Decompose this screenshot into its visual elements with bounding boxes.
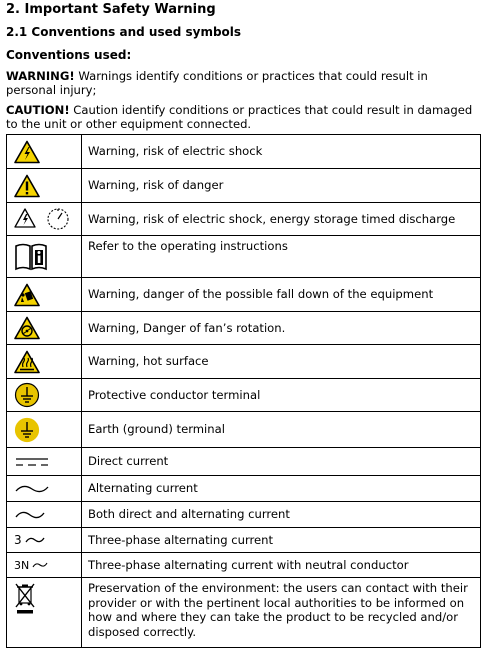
table-row	[7, 476, 481, 502]
timed-discharge-icon	[14, 206, 74, 232]
ac-dc-icon	[14, 508, 46, 522]
symbols-table	[6, 134, 481, 648]
manual-icon	[14, 242, 48, 272]
direct-current-icon	[14, 456, 50, 468]
symbol-description: Alternating current	[82, 476, 481, 502]
caution-text: Caution identify conditions or practices that could result in damaged to the unit or other equipment connected.	[6, 103, 473, 131]
symbol-description: Warning, risk of electric shock, energy storage timed discharge	[82, 203, 481, 236]
caution-note	[6, 103, 480, 131]
table-row	[7, 203, 481, 236]
conventions-heading: Conventions used:	[6, 48, 132, 62]
symbol-description: Preservation of the environment: the users can contact with their provider or with the pertinent local authorities to be informed on how and where they can take the product to be recycled and/or disposed correctly.	[82, 578, 481, 648]
three-phase-neutral-icon	[32, 560, 48, 570]
table-row	[7, 412, 481, 448]
symbol-description: Three-phase alternating current with neutral conductor	[82, 553, 481, 578]
table-row	[7, 502, 481, 528]
symbol-description: Earth (ground) terminal	[82, 412, 481, 448]
symbol-description: Warning, risk of danger	[82, 169, 481, 203]
warning-label: WARNING!	[6, 69, 75, 83]
hot-surface-icon	[14, 350, 40, 374]
table-row	[7, 169, 481, 203]
protective-conductor-icon	[14, 382, 40, 408]
alternating-current-icon	[14, 482, 50, 496]
warning-note	[6, 69, 480, 97]
three-phase-label: 3	[14, 533, 22, 547]
caution-label: CAUTION!	[6, 103, 70, 117]
earth-ground-icon	[14, 417, 40, 443]
symbol-description: Warning, risk of electric shock	[82, 135, 481, 169]
table-row	[7, 578, 481, 648]
table-row	[7, 553, 481, 578]
symbol-description: Warning, Danger of fan’s rotation.	[82, 312, 481, 345]
subsection-title: 2.1 Conventions and used symbols	[6, 25, 242, 39]
table-row	[7, 448, 481, 476]
electric-shock-icon	[14, 140, 40, 164]
danger-icon	[14, 174, 40, 198]
table-row	[7, 528, 481, 553]
warning-text: Warnings identify conditions or practices that could result in personal injury;	[6, 69, 428, 97]
symbol-description: Refer to the operating instructions	[82, 236, 481, 278]
symbol-description: Direct current	[82, 448, 481, 476]
table-row	[7, 236, 481, 278]
recycle-bin-icon	[14, 582, 36, 616]
section-title: 2. Important Safety Warning	[6, 2, 216, 17]
table-row	[7, 278, 481, 312]
fan-rotation-icon	[14, 316, 40, 340]
table-row	[7, 379, 481, 412]
symbol-description: Both direct and alternating current	[82, 502, 481, 528]
three-phase-icon	[25, 534, 45, 546]
three-phase-neutral-label: 3N	[14, 558, 30, 572]
symbol-description: Protective conductor terminal	[82, 379, 481, 412]
fall-down-icon	[14, 283, 40, 307]
table-row	[7, 345, 481, 379]
symbol-description: Three-phase alternating current	[82, 528, 481, 553]
symbol-description: Warning, hot surface	[82, 345, 481, 379]
symbol-description: Warning, danger of the possible fall down of the equipment	[82, 278, 481, 312]
table-row	[7, 135, 481, 169]
table-row	[7, 312, 481, 345]
